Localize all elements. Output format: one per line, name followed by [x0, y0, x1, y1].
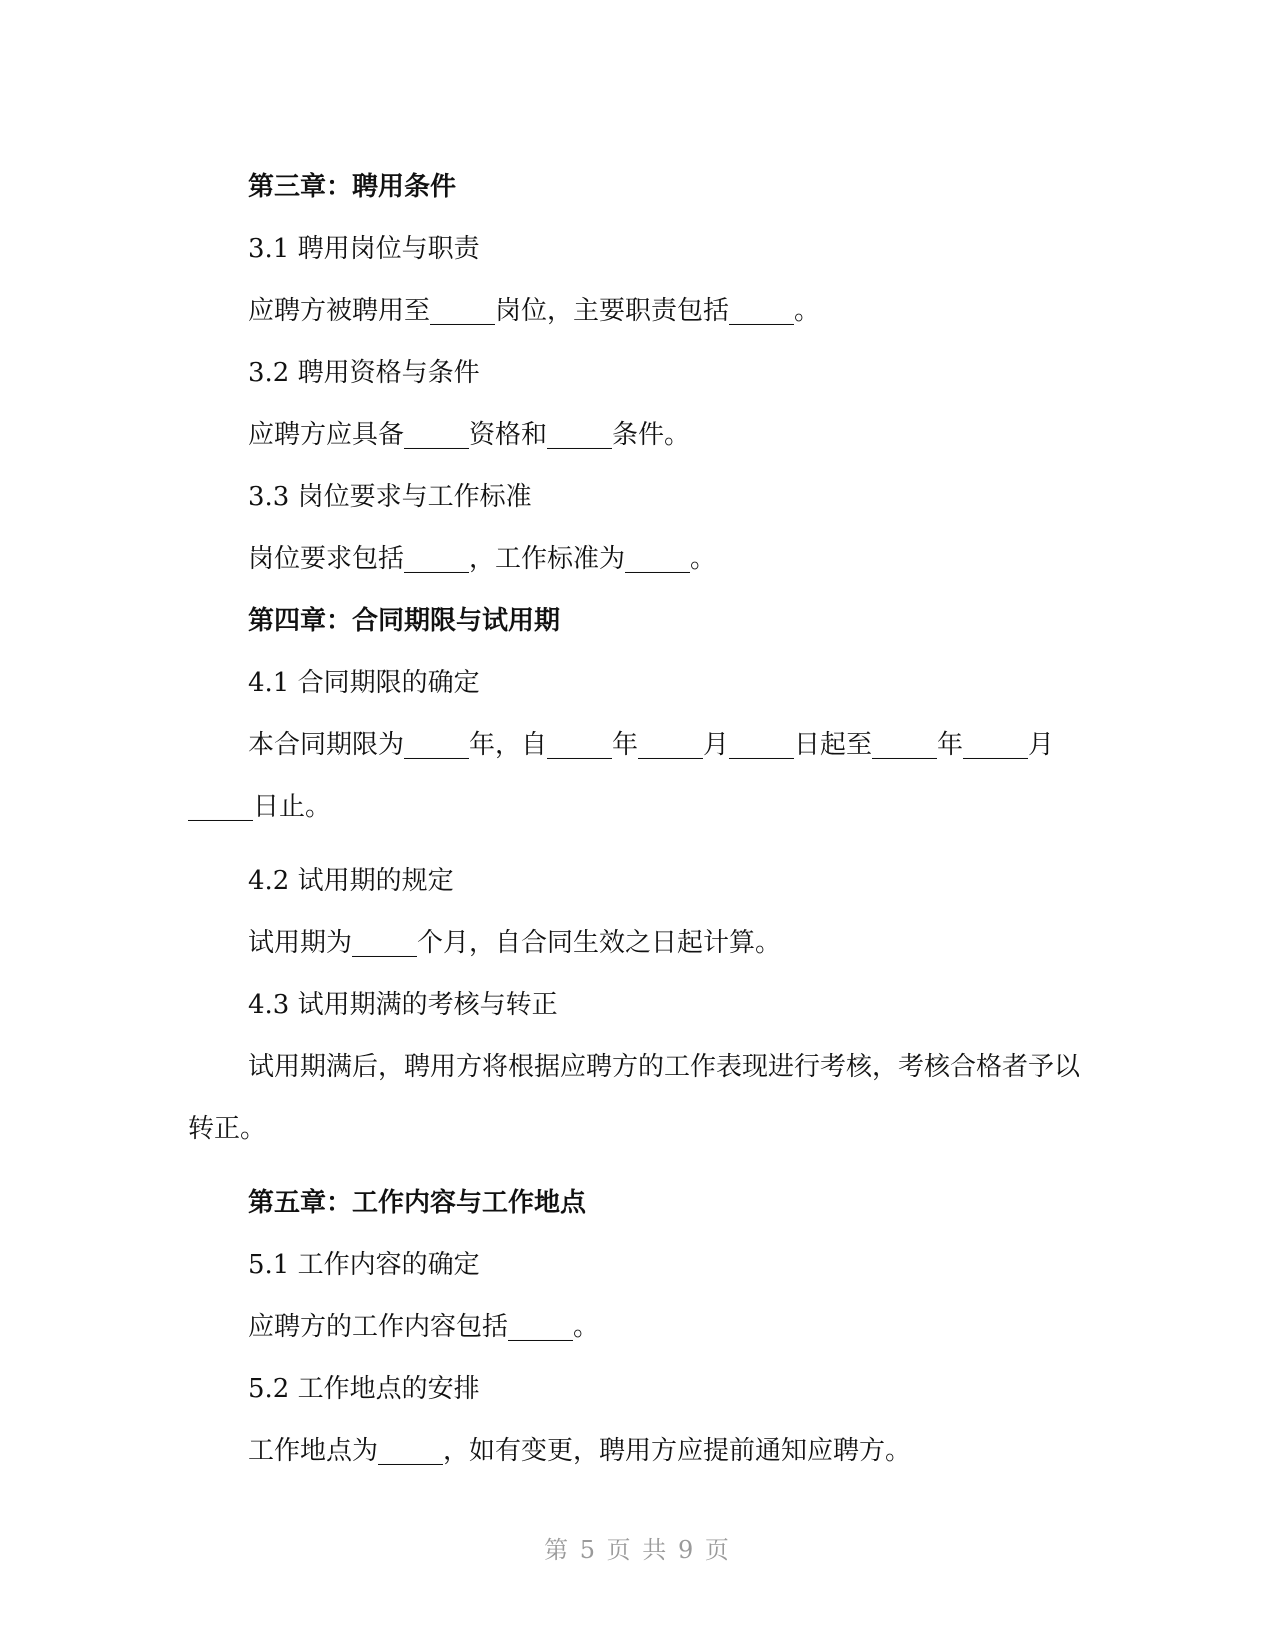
section-3-1-title: 3.1 聘用岗位与职责 — [248, 234, 480, 264]
section-4-2-text: 试用期为_____个月，自合同生效之日起计算。 — [248, 928, 782, 958]
section-5-1-text: 应聘方的工作内容包括_____。 — [248, 1312, 600, 1342]
section-3-3-title: 3.3 岗位要求与工作标准 — [248, 482, 532, 512]
section-4-1-title: 4.1 合同期限的确定 — [248, 668, 480, 698]
section-5-2-text: 工作地点为_____，如有变更，聘用方应提前通知应聘方。 — [248, 1436, 912, 1466]
page-number-footer: 第 5 页 共 9 页 — [544, 1536, 731, 1564]
section-4-2-title: 4.2 试用期的规定 — [248, 866, 454, 896]
section-4-3-title: 4.3 试用期满的考核与转正 — [248, 990, 558, 1020]
document-body — [188, 168, 1088, 1494]
section-4-3-text: 试用期满后，聘用方将根据应聘方的工作表现进行考核，考核合格者予以转正。 — [188, 1052, 1081, 1144]
section-3-3-text: 岗位要求包括_____，工作标准为_____。 — [248, 544, 717, 574]
section-5-2-title: 5.2 工作地点的安排 — [248, 1374, 480, 1404]
chapter-3-heading: 第三章：聘用条件 — [248, 172, 457, 202]
section-3-1-text: 应聘方被聘用至_____岗位，主要职责包括_____。 — [248, 296, 821, 326]
section-3-2-text: 应聘方应具备_____资格和_____条件。 — [248, 420, 691, 450]
chapter-4-heading: 第四章：合同期限与试用期 — [248, 606, 561, 636]
section-4-1-text: 本合同期限为_____年，自_____年_____月_____日起至_____年_____月_____日止。 — [188, 730, 1055, 822]
section-3-2-title: 3.2 聘用资格与条件 — [248, 358, 480, 388]
section-5-1-title: 5.1 工作内容的确定 — [248, 1250, 480, 1280]
chapter-5-heading: 第五章：工作内容与工作地点 — [248, 1188, 587, 1218]
